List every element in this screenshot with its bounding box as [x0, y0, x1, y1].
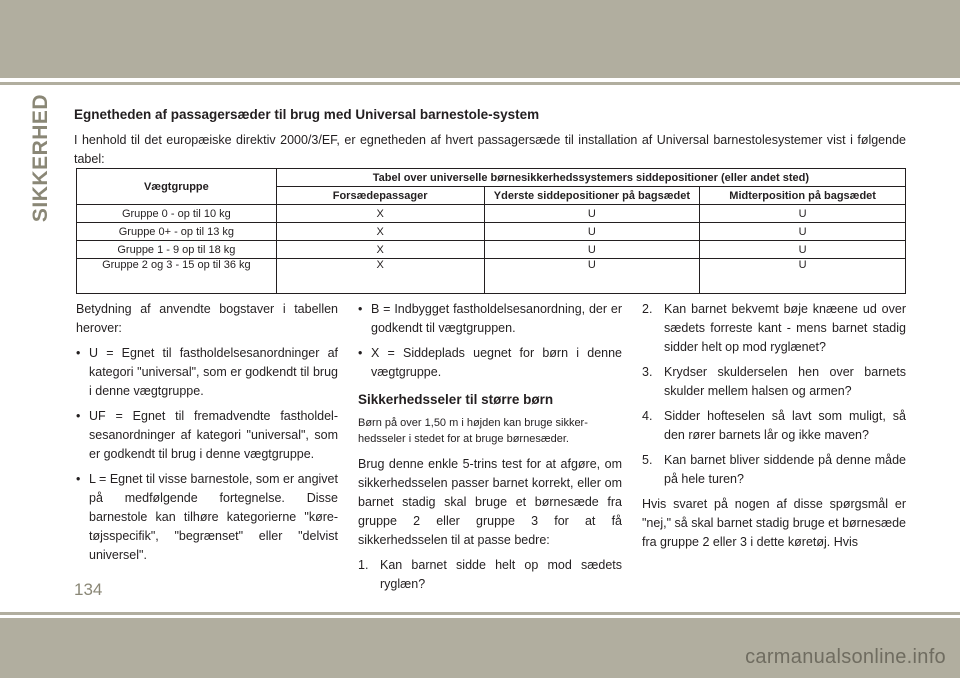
header-band: [0, 0, 960, 78]
legend-intro: Betydning af anvendte bogstaver i tabellen herover:: [76, 302, 338, 335]
list-item: 4. Sidder hofteselen så lavt som muligt, så den rører barnets lår og ikke maven?: [642, 409, 906, 442]
height-note: Børn på over 1,50 m i højden kan bruge sikkerhedsseler i stedet for at bruge børnesæder.: [358, 417, 588, 445]
front-cell: X: [276, 223, 484, 241]
middle-cell: U: [700, 223, 906, 241]
suitability-table: [76, 168, 906, 294]
table-row: [77, 259, 906, 294]
page-number: 134: [74, 580, 103, 599]
list-item: • L = Egnet til visse barnestole, som er angivet på medfølgende fortegnelse. Disse barnestole kan tilhøre kategorierne "køretøjsspecifik", "begrænset" eller "delvist universel".: [76, 470, 338, 565]
list-item: 2. Kan barnet bekvemt bøje knæene ud over sædets forreste kant - mens barnet stadig sidder helt op mod ryglænet?: [642, 302, 906, 354]
rear-outer-header: Yderste siddepositioner på bagsædet: [484, 187, 700, 205]
column-3: [642, 300, 906, 558]
subsection-heading: Sikkerhedsseler til større børn: [358, 392, 554, 407]
list-item: 5. Kan barnet bliver siddende på denne måde på hele turen?: [642, 453, 906, 486]
column-1: [76, 300, 338, 571]
section-title: Egnetheden af passagersæder til brug med Universal barnestole-system: [74, 107, 540, 122]
section-side-tab: [26, 93, 56, 223]
outer-cell: U: [484, 223, 700, 241]
middle-cell: U: [700, 241, 906, 259]
front-passenger-header: Forsædepassager: [276, 187, 484, 205]
bullet-icon: •: [358, 302, 363, 316]
test-intro-paragraph: Brug denne enkle 5-trins test for at afgøre, om sikkerhedsselen passer barnet korrekt, eller om barnet stadig skal bruge et børnesæde fra gruppe 2 eller gruppe 3 for at få sikkerhedsselen til at passe bedre:: [358, 457, 622, 547]
column-2: [358, 300, 622, 600]
watermark: carmanualsonline.info: [745, 646, 946, 668]
bullet-icon: •: [76, 472, 81, 486]
side-tab-label: SIKKERHED: [29, 93, 52, 223]
list-item: 1. Kan barnet sidde helt op mod sædets ryglæn?: [358, 558, 622, 591]
intro-paragraph: I henhold til det europæiske direktiv 2000/3/EF, er egnetheden af hvert passagersæde til installation af Universal barnestolesystemer vist i følgende tabel:: [74, 133, 906, 166]
bullet-icon: •: [76, 346, 81, 360]
middle-cell: U: [700, 259, 906, 294]
weight-group-cell: Gruppe 1 - 9 op til 18 kg: [77, 241, 277, 259]
list-item: • X = Siddeplads uegnet for børn i denne vægtgruppe.: [358, 344, 622, 382]
outer-cell: U: [484, 241, 700, 259]
front-cell: X: [276, 241, 484, 259]
weight-group-cell: Gruppe 0+ - op til 13 kg: [77, 223, 277, 241]
table-row: [77, 223, 906, 241]
rear-middle-header: Midterposition på bagsædet: [700, 187, 906, 205]
footer-rule: [0, 612, 960, 615]
list-item: • UF = Egnet til fremadvendte fastholdelsesanordninger af kategori "universal", som er godkendt til brug i denne vægtgruppe.: [76, 407, 338, 464]
middle-cell: U: [700, 205, 906, 223]
table-row: [77, 241, 906, 259]
conclusion-paragraph: Hvis svaret på nogen af disse spørgsmål er "nej," så skal barnet stadig bruge et børnesæde fra gruppe 2 eller 3 i dette køretøj. Hvis: [642, 497, 906, 549]
list-item: 3. Krydser skulderselen hen over barnets skulder mellem halsen og armen?: [642, 365, 906, 398]
outer-cell: U: [484, 205, 700, 223]
table-row: [77, 205, 906, 223]
outer-cell: U: [484, 259, 700, 294]
weight-group-header: Vægtgruppe: [77, 169, 277, 205]
table-header-row: [77, 169, 906, 187]
front-cell: X: [276, 259, 484, 294]
header-rule: [0, 82, 960, 85]
bullet-icon: •: [358, 346, 363, 360]
bullet-icon: •: [76, 409, 81, 423]
positions-group-header: Tabel over universelle børnesikkerhedssystemers siddepositioner (eller andet sted): [276, 169, 905, 187]
weight-group-cell: Gruppe 2 og 3 - 15 op til 36 kg: [77, 259, 277, 294]
list-item: • B = Indbygget fastholdelsesanordning, der er godkendt til vægtgruppen.: [358, 300, 622, 338]
list-item: • U = Egnet til fastholdelsesanordninger af kategori "universal", som er godkendt til brug i denne vægtgruppe.: [76, 344, 338, 401]
front-cell: X: [276, 205, 484, 223]
weight-group-cell: Gruppe 0 - op til 10 kg: [77, 205, 277, 223]
